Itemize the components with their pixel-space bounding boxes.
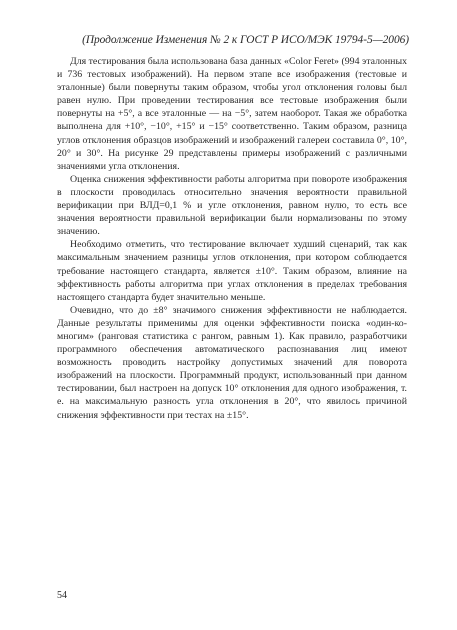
body-text <box>57 55 407 422</box>
paragraph-conclusion: Очевидно, что до ±8° значимого снижения эффективности не наблюдается. Данные результаты применимы для оценки эффективности поиска «один-ко-многим» (ранговая статистика с рангом, равным 1). Как правило, разработчики программного обеспечения автоматического распознавания лиц имеют возможность проводить настройку допустимых значений для поворота изображений на плоскости. Программный продукт, использованный при данном тестировании, был настроен на допуск 10° отклонения для одного изображения, т. е. на максимальную разность угла отклонения в 20°, что явилось причиной снижения эффективности при тестах на ±15°. <box>57 304 407 421</box>
page-number: 54 <box>57 590 67 601</box>
running-title: (Продолжение Изменения № 2 к ГОСТ Р ИСО/МЭК 19794-5—2006) <box>82 34 409 46</box>
paragraph-test-database: Для тестирования была использована база данных «Color Feret» (994 эталонных и 736 тестовых изображений). На первом этапе все изображения (тестовые и эталонные) были повернуты таким образом, чтобы угол отклонения головы был равен нулю. При проведении тестирования все тестовые изображения были повернуты на +5°, а все эталонные — на −5°, затем наоборот. Такая же обработка выполнена для +10°, −10°, +15° и −15° соответственно. Таким образом, разница углов отклонения образцов изображений и изображений галереи составила 0°, 10°, 20° и 30°. На рисунке 29 представлены примеры изображений с различными значениями угла отклонения. <box>57 56 407 172</box>
paragraph-worst-case: Необходимо отметить, что тестирование включает худший сценарий, так как максимальным значением разницы углов отклонения, при котором соблюдается требование настоящего стандарта, является ±10°. Таким образом, влияние на эффективность работы алгоритма при углах отклонения в пределах требования настоящего стандарта будет значительно меньше. <box>57 239 407 303</box>
paragraph-efficiency-estimate: Оценка снижения эффективности работы алгоритма при повороте изображения в плоскости проводилась относительно значения вероятности правильной верификации при ВЛД=0,1 % и угле отклонения, равном нулю, то есть все значения вероятности правильной верификации были нормализованы по этому значению. <box>57 173 407 238</box>
